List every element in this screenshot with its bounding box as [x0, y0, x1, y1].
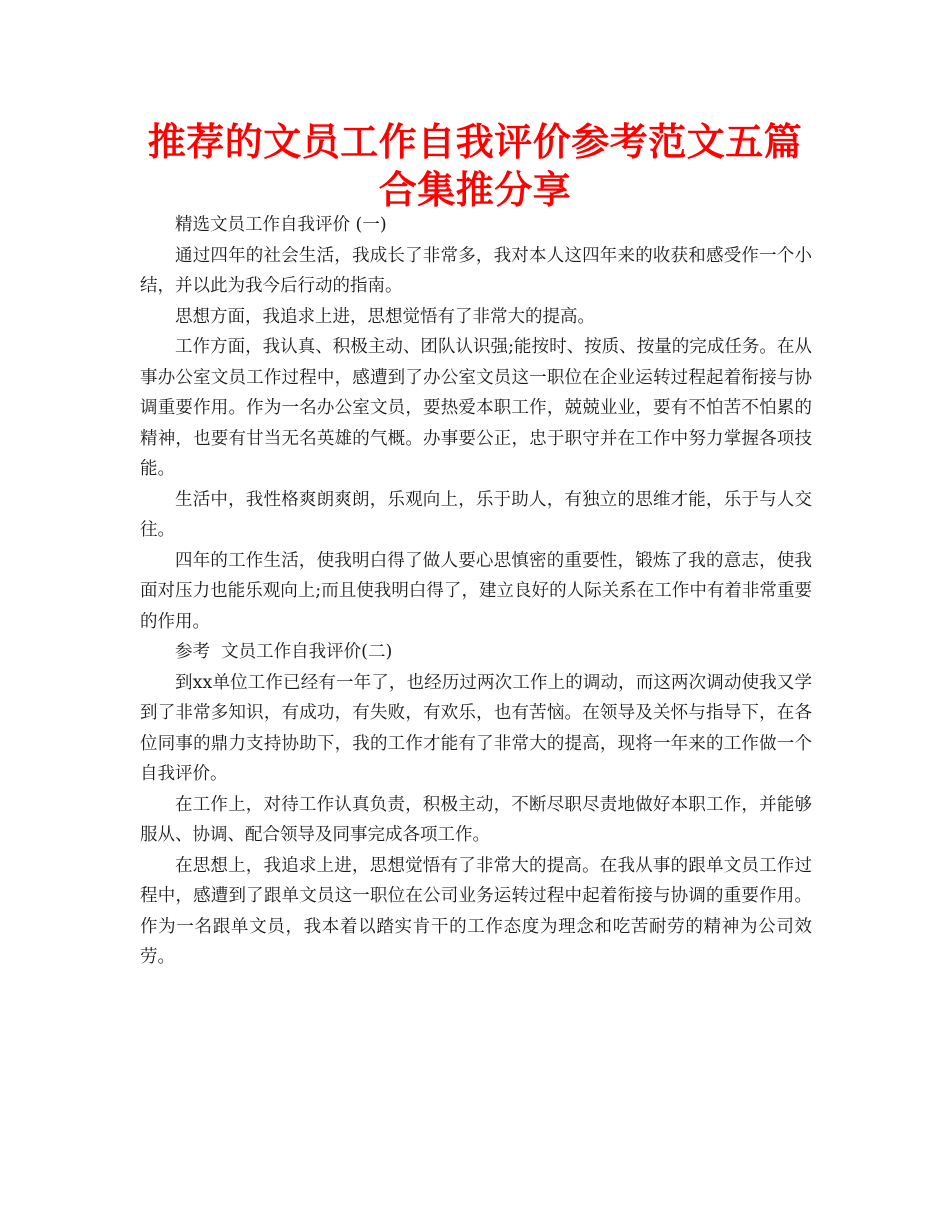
paragraph: 思想方面，我追求上进，思想觉悟有了非常大的提高。	[175, 306, 595, 327]
paragraph: 到xx单位工作已经有一年了，也经历过两次工作上的调动，而这两次调动使我又学到了非常多知识，有成功，有失败，有欢乐，也有苦恼。在领导及关怀与指导下，在各位同事的鼎力支持协助下，我的工作才能有了非常大的提高，现将一年来的工作做一个自我评价。	[140, 672, 812, 784]
section-heading: 参考 文员工作自我评价(二)	[175, 642, 393, 662]
paragraph: 工作方面，我认真、积极主动、团队认识强;能按时、按质、按量的完成任务。在从事办公室文员工作过程中，感遭到了办公室文员这一职位在企业运转过程起着衔接与协调重要作用。作为一名办公室文员，要热爱本职工作，兢兢业业，要有不怕苦不怕累的精神，也要有甘当无名英雄的气概。办事要公正，忠于职守并在工作中努力掌握各项技能。	[140, 337, 812, 479]
paragraph: 生活中，我性格爽朗爽朗，乐观向上，乐于助人，有独立的思维才能，乐于与人交往。	[140, 489, 812, 540]
paragraph: 在工作上，对待工作认真负责，积极主动，不断尽职尽责地做好本职工作，并能够服从、协调、配合领导及同事完成各项工作。	[140, 794, 812, 845]
paragraph: 四年的工作生活，使我明白得了做人要心思慎密的重要性，锻炼了我的意志，使我面对压力也能乐观向上;而且使我明白得了，建立良好的人际关系在工作中有着非常重要的作用。	[140, 550, 812, 632]
document-title: 推荐的文员工作自我评价参考范文五篇合集推分享	[147, 120, 803, 212]
paragraph: 在思想上，我追求上进，思想觉悟有了非常大的提高。在我从事的跟单文员工作过程中，感遭到了跟单文员这一职位在公司业务运转过程中起着衔接与协调的重要作用。作为一名跟单文员，我本着以踏实肯干的工作态度为理念和吃苦耐劳的精神为公司效劳。	[140, 855, 812, 967]
paragraph: 通过四年的社会生活，我成长了非常多，我对本人这四年来的收获和感受作一个小结，并以此为我今后行动的指南。	[140, 245, 812, 296]
document-body	[140, 210, 812, 973]
section-heading: 精选文员工作自我评价 (一)	[175, 215, 387, 235]
